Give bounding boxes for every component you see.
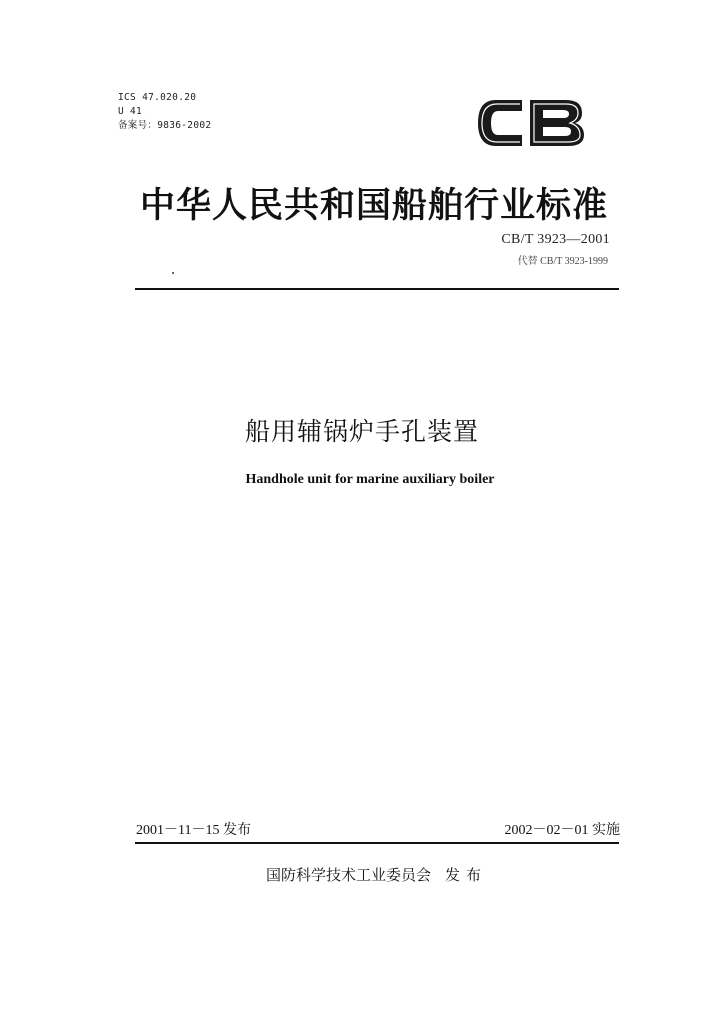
ics-code: ICS 47.020.20 [118, 92, 197, 103]
publisher-name: 国防科学技术工业委员会 [266, 866, 432, 884]
standard-category-title: 中华人民共和国船舶行业标准 [140, 186, 609, 226]
filing-number: 备案号：9836-2002 [118, 120, 212, 131]
publish-action: 发布 [445, 866, 488, 884]
standard-number: CB/T 3923—2001 [501, 232, 610, 247]
issue-date: 2001－11－15 发布 [136, 823, 251, 838]
replaces-standard: 代替 CB/T 3923-1999 [517, 256, 608, 267]
implementation-date: 2002－02－01 实施 [504, 823, 620, 838]
classification-block [118, 91, 211, 133]
speck [172, 272, 174, 274]
document-title-chinese: 船用辅锅炉手孔装置 [244, 417, 479, 446]
cb-logo [470, 92, 590, 154]
footer-rule [135, 842, 619, 844]
header-rule [135, 288, 619, 290]
document-title-english: Handhole unit for marine auxiliary boiler [245, 472, 495, 487]
publisher-line [266, 864, 487, 885]
ccs-code: U 41 [118, 106, 143, 117]
